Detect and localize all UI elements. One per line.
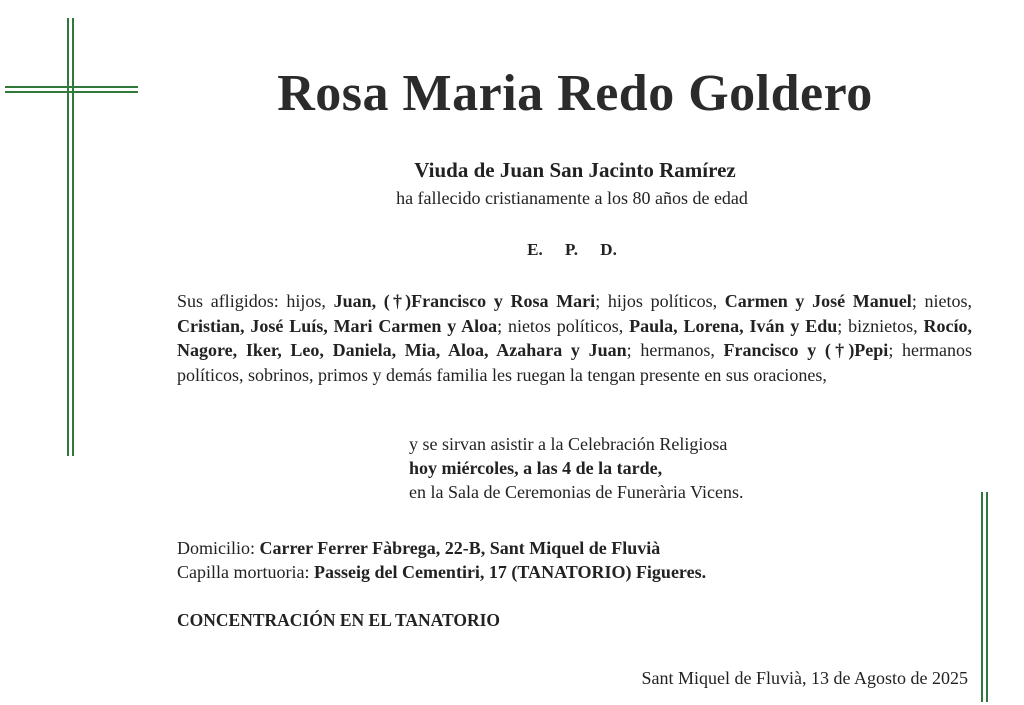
ceremony-location: en la Sala de Ceremonias de Funerària Vicens. bbox=[409, 482, 744, 502]
concentration-notice: CONCENTRACIÓN EN EL TANATORIO bbox=[177, 610, 500, 630]
border-vertical-line bbox=[986, 492, 988, 702]
mourners-segment: Rocío, Nagore, Iker, Leo, Daniela, Mia, Aloa, Azahara y Juan bbox=[177, 315, 972, 360]
mourners-segment: Francisco y (†)Pepi bbox=[723, 340, 889, 360]
mourners-segment: Cristian, José Luís, Mari Carmen y Aloa bbox=[177, 315, 498, 336]
ceremony-line: y se sirvan asistir a la Celebración Religiosa bbox=[409, 434, 728, 454]
epd-line: E. P. D. bbox=[527, 240, 617, 259]
place-date: Sant Miquel de Fluvià, 13 de Agosto de 2025 bbox=[641, 668, 968, 688]
domicilio-line bbox=[177, 536, 706, 560]
mourners-segment: ; hermanos, bbox=[626, 340, 724, 360]
mourners-segment: ; nietos, bbox=[911, 291, 972, 311]
mourners-segment: ; nietos políticos, bbox=[497, 315, 630, 336]
widow-line: Viuda de Juan San Jacinto Ramírez bbox=[414, 158, 736, 182]
address-block bbox=[177, 536, 706, 584]
mourners-segment: Carmen y José Manuel bbox=[724, 291, 912, 311]
ceremony-time: hoy miércoles, a las 4 de la tarde, bbox=[409, 458, 663, 478]
mourners-segment: ; hermanos políticos, sobrinos, primos y demás familia les ruegan la tengan presente en sus oraciones, bbox=[177, 340, 972, 385]
capilla-label: Capilla mortuoria: bbox=[177, 562, 314, 582]
mourners-segment: ; hijos políticos, bbox=[595, 291, 725, 311]
capilla-line bbox=[177, 560, 706, 584]
mourners-segment: ; biznietos, bbox=[837, 315, 924, 336]
mourners-segment: Juan, (†)Francisco y Rosa Mari bbox=[333, 291, 596, 311]
ceremony-block bbox=[409, 432, 743, 504]
domicilio-label: Domicilio: bbox=[177, 538, 260, 558]
border-vertical-line bbox=[981, 492, 983, 702]
capilla-value: Passeig del Cementiri, 17 (TANATORIO) Figueres. bbox=[313, 562, 707, 582]
died-line: ha fallecido cristianamente a los 80 años de edad bbox=[396, 188, 748, 208]
mourners-segment: Paula, Lorena, Iván y Edu bbox=[629, 315, 838, 336]
mourners-segment: Sus afligidos: hijos, bbox=[177, 291, 334, 311]
domicilio-value: Carrer Ferrer Fàbrega, 22-B, Sant Miquel de Fluvià bbox=[259, 538, 661, 558]
deceased-name: Rosa Maria Redo Goldero bbox=[277, 65, 873, 122]
mourners-paragraph bbox=[177, 289, 972, 387]
